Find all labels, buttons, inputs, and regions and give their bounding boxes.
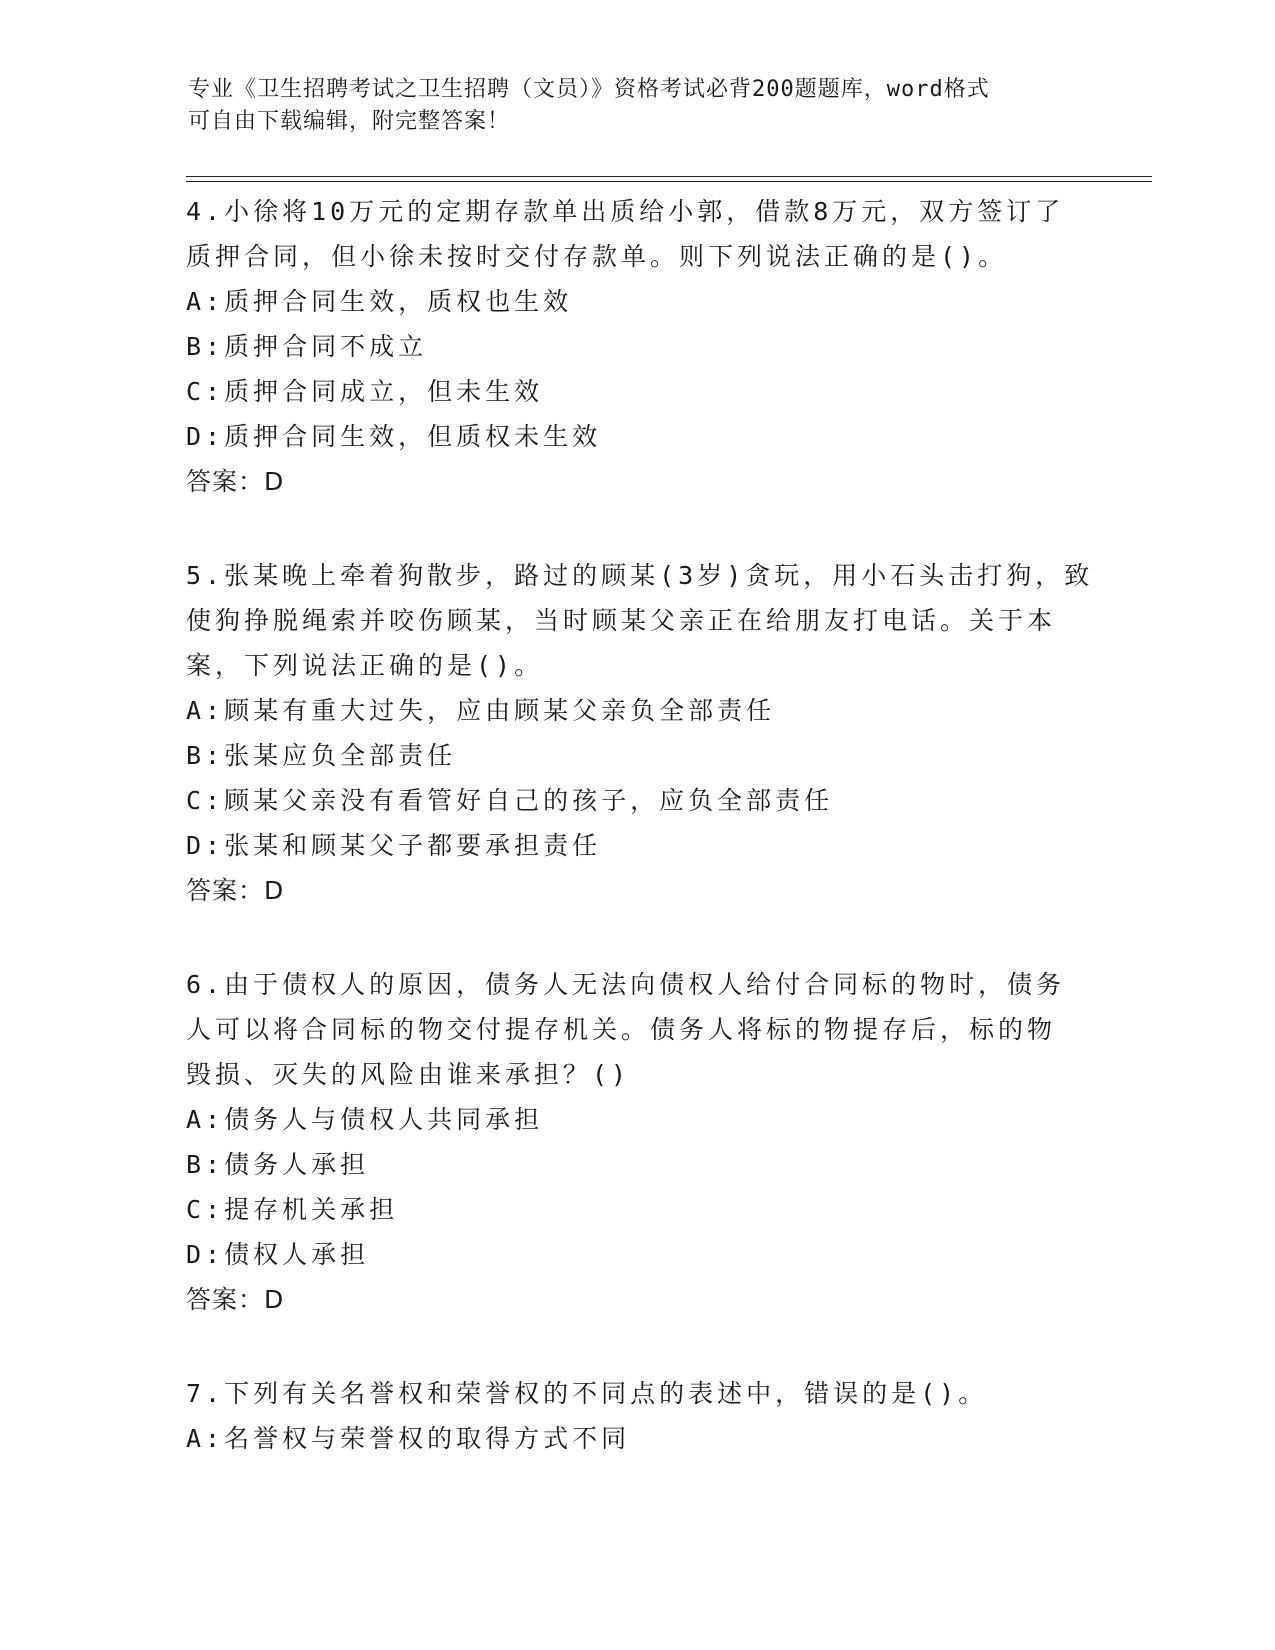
option-d: D:质押合同生效，但质权未生效 [186, 422, 602, 451]
header-line-1: 专业《卫生招聘考试之卫生招聘（文员）》资格考试必背200题题库，word格式 [188, 77, 990, 102]
question-stem-line: 4.小徐将10万元的定期存款单出质给小郭，借款8万元，双方签订了 [186, 197, 1065, 226]
question-stem-line: 7.下列有关名誉权和荣誉权的不同点的表述中，错误的是()。 [186, 1379, 988, 1408]
option-b: B:债务人承担 [186, 1150, 370, 1179]
option-a: A:债务人与债权人共同承担 [186, 1105, 544, 1134]
header-divider-top [186, 176, 1152, 177]
option-d: D:张某和顾某父子都要承担责任 [186, 831, 602, 860]
question-stem-line: 6.由于债权人的原因，债务人无法向债权人给付合同标的物时，债务 [186, 970, 1066, 999]
answer-line: 答案：D [186, 876, 285, 905]
question-stem-line: 5.张某晚上牵着狗散步，路过的顾某(3岁)贪玩，用小石头击打狗，致 [186, 561, 1094, 590]
question-6 [186, 962, 1086, 1322]
question-5 [186, 553, 1094, 913]
header-line-2: 可自由下载编辑，附完整答案！ [188, 109, 511, 134]
option-c: C:顾某父亲没有看管好自己的孩子，应负全部责任 [186, 786, 834, 815]
option-b: B:张某应负全部责任 [186, 741, 457, 770]
question-7 [186, 1371, 1086, 1461]
question-stem-line: 毁损、灭失的风险由谁来承担？() [186, 1060, 631, 1089]
option-c: C:质押合同成立，但未生效 [186, 377, 544, 406]
option-c: C:提存机关承担 [186, 1195, 399, 1224]
option-a: A:质押合同生效，质权也生效 [186, 287, 573, 316]
option-d: D:债权人承担 [186, 1240, 370, 1269]
question-stem-line: 质押合同，但小徐未按时交付存款单。则下列说法正确的是()。 [186, 242, 1008, 271]
answer-line: 答案：D [186, 467, 285, 496]
header-divider-bottom [186, 181, 1152, 182]
answer-line: 答案：D [186, 1285, 285, 1314]
option-a: A:顾某有重大过失，应由顾某父亲负全部责任 [186, 696, 776, 725]
option-a: A:名誉权与荣誉权的取得方式不同 [186, 1424, 631, 1453]
question-stem-line: 案，下列说法正确的是()。 [186, 651, 544, 680]
question-4 [186, 189, 1086, 504]
document-header [188, 74, 1068, 138]
option-b: B:质押合同不成立 [186, 332, 428, 361]
question-stem-line: 使狗挣脱绳索并咬伤顾某，当时顾某父亲正在给朋友打电话。关于本 [186, 606, 1057, 635]
question-stem-line: 人可以将合同标的物交付提存机关。债务人将标的物提存后，标的物 [186, 1015, 1057, 1044]
